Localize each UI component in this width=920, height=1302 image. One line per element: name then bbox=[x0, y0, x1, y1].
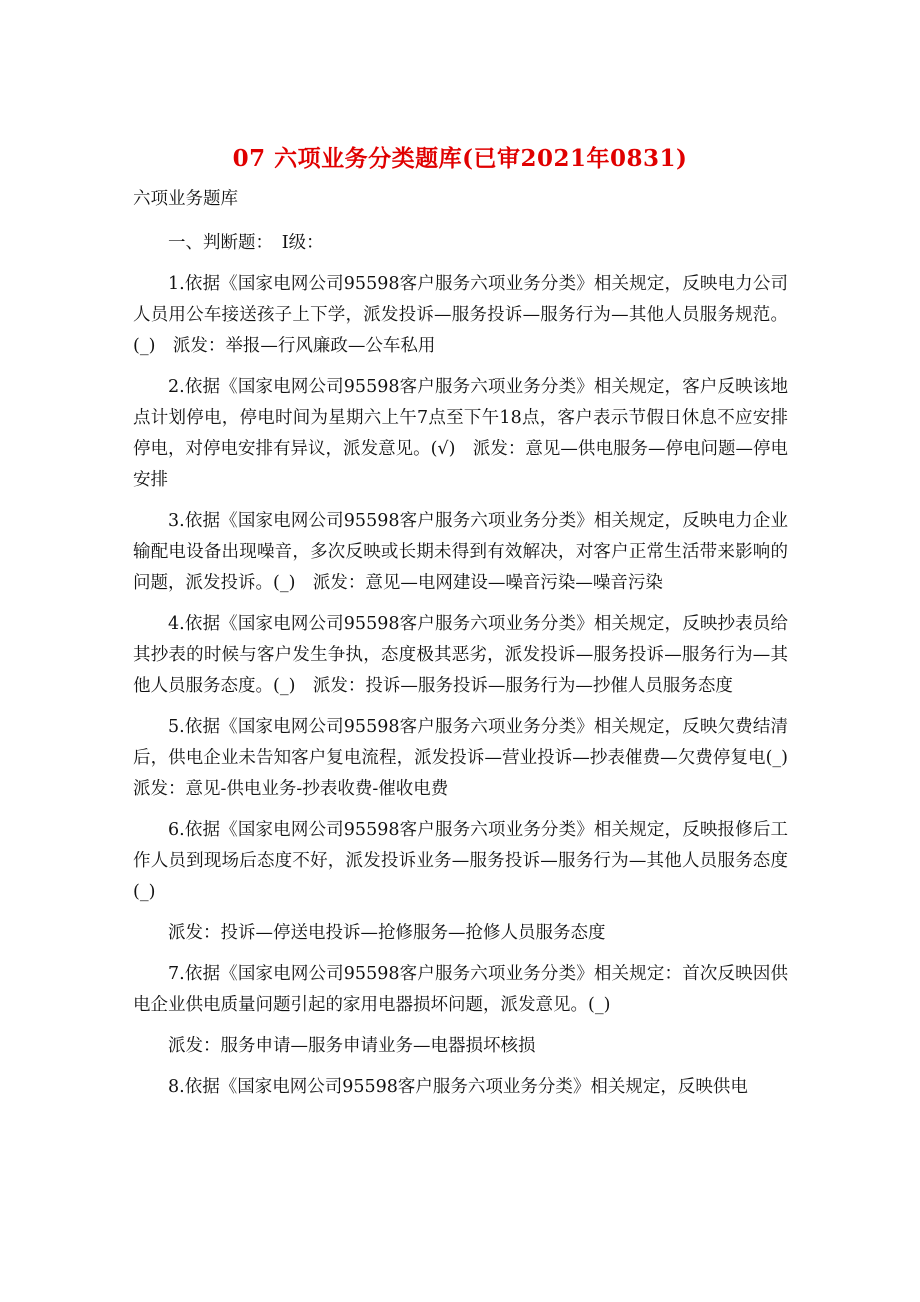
question-paragraph: 6.依据《国家电网公司95598客户服务六项业务分类》相关规定，反映报修后工作人员到现场后态度不好，派发投诉业务—服务投诉—服务行为—其他人员服务态度(_) bbox=[133, 820, 788, 902]
answer-paragraph: 派发：投诉—停送电投诉—抢修服务—抢修人员服务态度 bbox=[168, 923, 606, 943]
question-paragraph: 3.依据《国家电网公司95598客户服务六项业务分类》相关规定，反映电力企业输配电设备出现噪音，多次反映或长期未得到有效解决，对客户正常生活带来影响的问题，派发投诉。(_) 派发：意见—电网建设—噪音污染—噪音污染 bbox=[133, 511, 788, 593]
question-paragraph: 2.依据《国家电网公司95598客户服务六项业务分类》相关规定，客户反映该地点计划停电，停电时间为星期六上午7点至下午18点，客户表示节假日休息不应安排停电，对停电安排有异议，派发意见。(√) 派发：意见—供电服务—停电问题—停电安排 bbox=[133, 377, 788, 490]
question-paragraph: 8.依据《国家电网公司95598客户服务六项业务分类》相关规定，反映供电 bbox=[168, 1077, 748, 1097]
section-heading: 一、判断题： Ⅰ级： bbox=[168, 233, 324, 253]
answer-paragraph: 派发：服务申请—服务申请业务—电器损坏核损 bbox=[168, 1036, 536, 1056]
question-paragraph: 1.依据《国家电网公司95598客户服务六项业务分类》相关规定，反映电力公司人员用公车接送孩子上下学，派发投诉—服务投诉—服务行为—其他人员服务规范。(_) 派发：举报—行风廉政—公车私用 bbox=[133, 274, 788, 356]
question-paragraph: 7.依据《国家电网公司95598客户服务六项业务分类》相关规定：首次反映因供电企业供电质量问题引起的家用电器损坏问题，派发意见。(_) bbox=[133, 964, 788, 1015]
document-body bbox=[133, 184, 806, 1113]
question-paragraph: 4.依据《国家电网公司95598客户服务六项业务分类》相关规定，反映抄表员给其抄表的时候与客户发生争执，态度极其恶劣，派发投诉—服务投诉—服务行为—其他人员服务态度。(_) 派发：投诉—服务投诉—服务行为—抄催人员服务态度 bbox=[133, 614, 788, 696]
document-subtitle: 六项业务题库 bbox=[133, 189, 238, 209]
question-paragraph: 5.依据《国家电网公司95598客户服务六项业务分类》相关规定，反映欠费结清后，供电企业未告知客户复电流程，派发投诉—营业投诉—抄表催费—欠费停复电(_) 派发：意见-供电业务-抄表收费-催收电费 bbox=[133, 717, 806, 799]
document-title: 07 六项业务分类题库(已审2021年0831) bbox=[232, 145, 688, 172]
